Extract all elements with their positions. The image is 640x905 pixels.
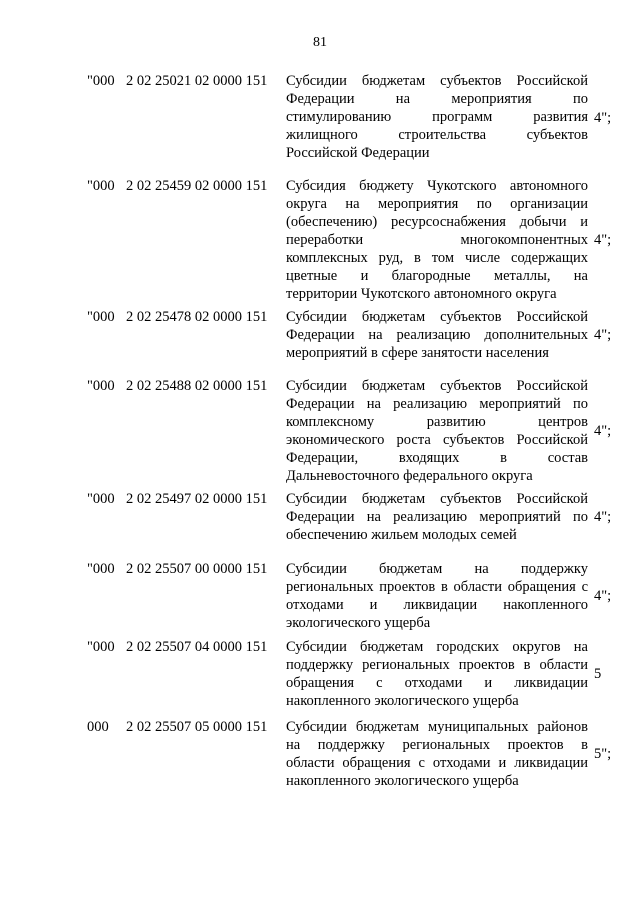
description-line: цветные и благородные металлы, на [286,268,588,284]
description-line: комплексных руд, в том числе содержащих [286,250,588,266]
row-description [286,308,588,362]
description-line: накопленного экологического ущерба [286,773,519,789]
budget-code: 2 02 25478 02 0000 151 [126,309,268,325]
row-prefix: 000 [87,719,109,735]
list-item [0,177,640,305]
budget-code: 2 02 25488 02 0000 151 [126,378,268,394]
budget-code: 2 02 25497 02 0000 151 [126,491,268,507]
budget-code: 2 02 25459 02 0000 151 [126,178,268,194]
row-value: 4"; [594,327,612,343]
description-line: отходами и ликвидации накопленного [286,597,588,613]
list-item [0,718,640,792]
list-item [0,490,640,546]
row-description [286,638,588,710]
page-number: 81 [313,35,327,50]
description-line: мероприятий в сфере занятости населения [286,345,549,361]
row-prefix: "000 [87,639,115,655]
description-line: Российской Федерации [286,145,430,161]
row-description [286,377,588,485]
description-line: комплексному развитию центров [286,414,588,430]
row-value: 4"; [594,509,612,525]
row-value: 5 [594,666,602,682]
description-line: области обращения с отходами и ликвидации [286,755,588,771]
description-line: Федерации на реализацию мероприятий по [286,396,588,412]
description-line: региональных проектов в области обращения с [286,579,588,595]
description-line: Субсидии бюджетам субъектов Российской [286,378,588,394]
description-line: Субсидии бюджетам субъектов Российской [286,491,588,507]
row-value: 4"; [594,588,612,604]
list-item [0,377,640,487]
row-prefix: "000 [87,378,115,394]
description-line: Федерации на реализацию дополнительных [286,327,588,343]
description-line: жилищного строительства субъектов [286,127,588,143]
row-value: 4"; [594,232,612,248]
description-line: экологического ущерба [286,615,431,631]
description-line: на поддержку региональных проектов в [286,737,588,753]
list-item [0,638,640,712]
description-line: Федерации на реализацию мероприятий по [286,509,588,525]
list-item [0,72,640,164]
description-line: округа на мероприятия по организации [286,196,588,212]
description-line: стимулированию программ развития [286,109,588,125]
description-line: обращения с отходами и ликвидации [286,675,588,691]
description-line: территории Чукотского автономного округа [286,286,557,302]
description-line: (обеспечению) ресурсоснабжения добычи и [286,214,588,230]
row-description [286,490,588,544]
row-description [286,718,588,790]
row-prefix: "000 [87,178,115,194]
budget-code: 2 02 25507 00 0000 151 [126,561,268,577]
list-item [0,308,640,364]
row-description [286,72,588,162]
budget-code: 2 02 25507 04 0000 151 [126,639,268,655]
row-prefix: "000 [87,73,115,89]
budget-code: 2 02 25021 02 0000 151 [126,73,268,89]
description-line: Федерации, входящих в состав [286,450,588,466]
list-item [0,560,640,634]
row-value: 4"; [594,110,612,126]
budget-code: 2 02 25507 05 0000 151 [126,719,268,735]
description-line: Субсидии бюджетам на поддержку [286,561,588,577]
description-line: Федерации на мероприятия по [286,91,588,107]
description-line: обеспечению жильем молодых семей [286,527,517,543]
description-line: экономического роста субъектов Российской [286,432,588,448]
description-line: Субсидия бюджету Чукотского автономного [286,178,588,194]
row-prefix: "000 [87,491,115,507]
description-line: поддержку региональных проектов в области [286,657,588,673]
row-value: 5"; [594,746,612,762]
row-prefix: "000 [87,309,115,325]
row-description [286,560,588,632]
description-line: переработки многокомпонентных [286,232,588,248]
description-line: Субсидии бюджетам субъектов Российской [286,73,588,89]
row-value: 4"; [594,423,612,439]
description-line: Субсидии бюджетам субъектов Российской [286,309,588,325]
row-description [286,177,588,303]
description-line: Субсидии бюджетам городских округов на [286,639,588,655]
row-prefix: "000 [87,561,115,577]
description-line: накопленного экологического ущерба [286,693,519,709]
description-line: Субсидии бюджетам муниципальных районов [286,719,588,735]
description-line: Дальневосточного федерального округа [286,468,533,484]
